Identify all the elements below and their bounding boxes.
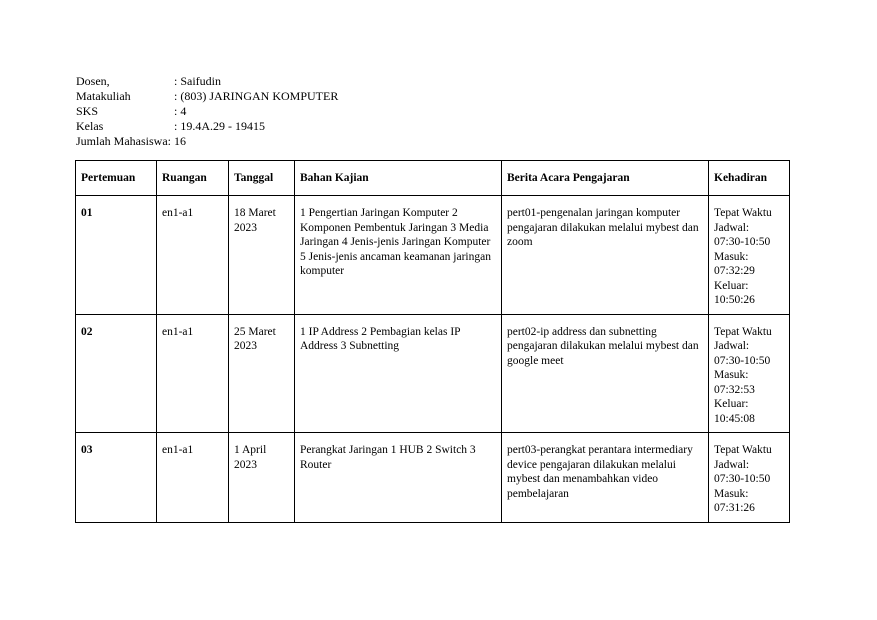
jadwal-value: 07:30-10:50 bbox=[714, 473, 771, 485]
sks-value: : 4 bbox=[174, 104, 187, 118]
header-pertemuan: Pertemuan bbox=[76, 161, 157, 196]
cell-ruangan: en1-a1 bbox=[157, 314, 229, 433]
cell-ruangan: en1-a1 bbox=[157, 196, 229, 315]
cell-tanggal: 25 Maret 2023 bbox=[229, 314, 295, 433]
info-row-dosen bbox=[76, 74, 338, 89]
keluar-label: Keluar: bbox=[714, 279, 749, 292]
cell-tanggal: 1 April 2023 bbox=[229, 433, 295, 523]
table-row bbox=[76, 196, 790, 315]
cell-bahan-kajian: Perangkat Jaringan 1 HUB 2 Switch 3 Router bbox=[295, 433, 502, 523]
cell-kehadiran bbox=[709, 433, 790, 523]
jadwal-label: Jadwal: bbox=[714, 340, 750, 352]
masuk-label: Masuk: bbox=[714, 250, 749, 263]
kehadiran-status: Tepat Waktu bbox=[714, 325, 772, 338]
header-berita-acara: Berita Acara Pengajaran bbox=[502, 161, 709, 196]
matakuliah-label: Matakuliah bbox=[76, 89, 131, 103]
attendance-table bbox=[75, 160, 790, 523]
info-row-kelas bbox=[76, 119, 338, 134]
jadwal-value: 07:30-10:50 bbox=[714, 236, 771, 248]
masuk-label: Masuk: bbox=[714, 369, 749, 381]
table-header-row bbox=[76, 161, 790, 196]
cell-ruangan: en1-a1 bbox=[157, 433, 229, 523]
dosen-label: Dosen, bbox=[76, 74, 110, 88]
dosen-value: : Saifudin bbox=[174, 74, 221, 88]
cell-berita-acara: pert01-pengenalan jaringan komputer pengajaran dilakukan melalui mybest dan zoom bbox=[502, 196, 709, 315]
jumlah-value: : 16 bbox=[167, 134, 186, 148]
course-info bbox=[76, 74, 338, 149]
keluar-value: 10:50:26 bbox=[714, 294, 755, 306]
keluar-value: 10:45:08 bbox=[714, 412, 755, 425]
kelas-label: Kelas bbox=[76, 119, 104, 133]
header-kehadiran: Kehadiran bbox=[709, 161, 790, 196]
sks-label: SKS bbox=[76, 104, 99, 118]
cell-kehadiran bbox=[709, 196, 790, 315]
info-row-matakuliah bbox=[76, 89, 338, 104]
masuk-label: Masuk: bbox=[714, 487, 749, 500]
info-row-jumlah bbox=[76, 134, 338, 149]
cell-berita-acara: pert02-ip address dan subnetting pengajaran dilakukan melalui mybest dan google meet bbox=[502, 314, 709, 433]
masuk-value: 07:32:53 bbox=[714, 383, 755, 396]
cell-pertemuan: 02 bbox=[76, 314, 157, 433]
jadwal-label: Jadwal: bbox=[714, 458, 750, 471]
jumlah-label: Jumlah Mahasiswa bbox=[76, 134, 168, 148]
masuk-value: 07:32:29 bbox=[714, 265, 755, 277]
masuk-value: 07:31:26 bbox=[714, 502, 755, 514]
cell-kehadiran bbox=[709, 314, 790, 433]
info-row-sks bbox=[76, 104, 338, 119]
kehadiran-status: Tepat Waktu bbox=[714, 444, 772, 456]
keluar-label: Keluar: bbox=[714, 398, 749, 410]
cell-bahan-kajian: 1 Pengertian Jaringan Komputer 2 Komponen Pembentuk Jaringan 3 Media Jaringan 4 Jenis-jenis Jaringan Komputer 5 Jenis-jenis ancaman keamanan jaringan komputer bbox=[295, 196, 502, 315]
cell-berita-acara: pert03-perangkat perantara intermediary device pengajaran dilakukan melalui mybest dan menambahkan video pembelajaran bbox=[502, 433, 709, 523]
header-ruangan: Ruangan bbox=[157, 161, 229, 196]
header-bahan-kajian: Bahan Kajian bbox=[295, 161, 502, 196]
matakuliah-value: : (803) JARINGAN KOMPUTER bbox=[174, 89, 339, 103]
header-tanggal: Tanggal bbox=[229, 161, 295, 196]
jadwal-value: 07:30-10:50 bbox=[714, 354, 771, 367]
cell-pertemuan: 01 bbox=[76, 196, 157, 315]
jadwal-label: Jadwal: bbox=[714, 221, 750, 234]
cell-tanggal: 18 Maret 2023 bbox=[229, 196, 295, 315]
cell-pertemuan: 03 bbox=[76, 433, 157, 523]
kelas-value: : 19.4A.29 - 19415 bbox=[174, 119, 265, 133]
kehadiran-status: Tepat Waktu bbox=[714, 207, 772, 219]
cell-bahan-kajian: 1 IP Address 2 Pembagian kelas IP Address 3 Subnetting bbox=[295, 314, 502, 433]
table-row bbox=[76, 314, 790, 433]
table-row bbox=[76, 433, 790, 523]
